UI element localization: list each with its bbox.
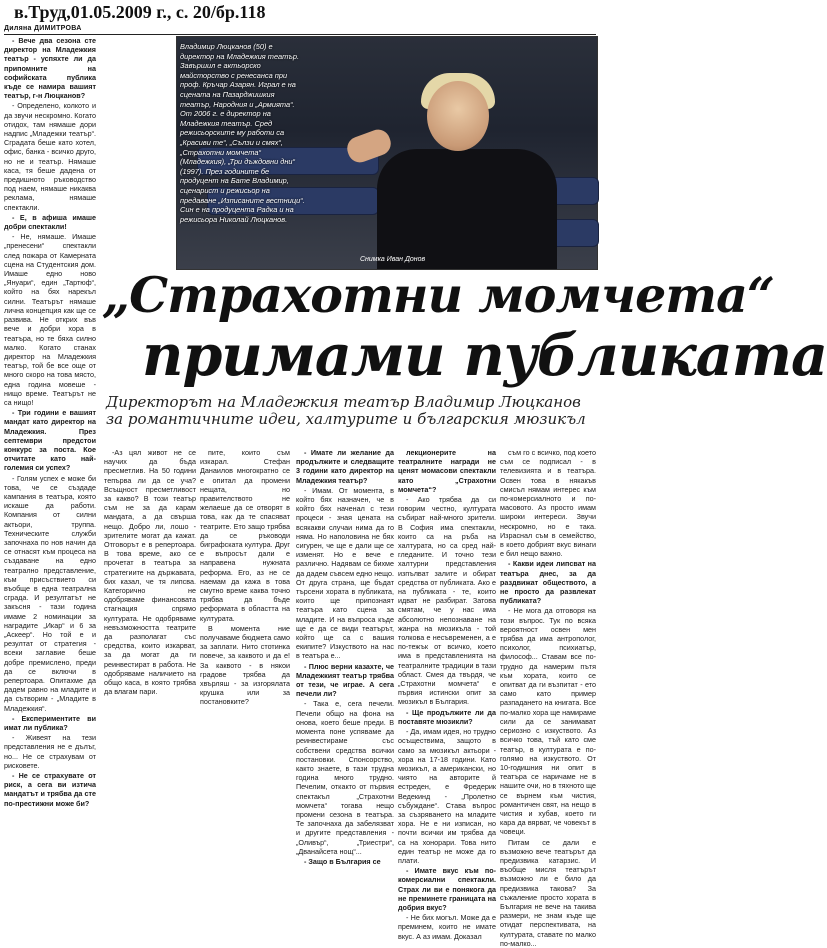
interview-answer: Питам се дали е възможно вече театърът да предизвика катарзис. И въобще мисля театърът възможно ли е било да предизвика такова? За съжаление просто хората в България не вече на такива размери, не знам къде ще отидат перспективата, на културата, ставате по малко по-малко... (500, 837, 596, 948)
interview-answer: - Голям успех е може би това, че се създаде кампания в театъра, която искаше да работи. Компания от силни актьори, труппа. Техническите служби започнаха по нов начин да се отнасят към процеса на създаване на едно театрално представление, към присъствието си въобще в една театрална сграда. И резултатът не закъсня - тази година имаме 2 номинации за наградите „Икар“ и 6 за „Аскеер“. Но той е и резултат от стратегия - всеки заглавие беше добре премислено, преди да се включи в репертоара. Опитахме да дадем равно на младите и да сътворим - „Младите в Младежкия“. (4, 473, 96, 713)
interview-answer: - Живеят на тези представления не е дълъг, но... Не се страхувам от рисковете. (4, 733, 96, 770)
interview-question: - Вече два сезона сте директор на Младежкия театър - успяхте ли да припомните на софийската публика къде се намира вашият театър, г-н Люцканов? (4, 36, 96, 101)
article-column-4 (296, 448, 394, 866)
photo-credit: Снимка Иван Донов (360, 256, 426, 263)
interview-answer: -Аз цял живот не се научих да бъда пресметлив. На 50 години тепърва ли да се уча? Всъщност пресметливост за какво? В този театър съм не за да карам мандата, а да свърша нещо. Добро ли, лошо - зрителите могат да кажат. Отговорът е в репертоара. В това време, ако се прочетат в театъра за стратегиите на държавата, бих казал, че тя липсва. Категорично не одобряваме финансовата стагнация спрямо културата. Не одобряваме невъзможността театрите да разполагат със средства, които изкарват, за да могат да ги реинвестират в работа. Не одобряваме наличието на общо каса, в която трябва да влагам пари. (104, 448, 196, 697)
interview-answer: съм го с всичко, под което съм се подписал - в телевизията и в театъра. Освен това в някакъв смисъл нямам интерес към по-комерсиалното и по-масовото. Аз просто имам широки интереси. Звучи нескромно, но е така. Израснал съм в семейство, в което добрият вкус винаги е бил нещо важно. (500, 448, 596, 559)
interview-question: - Не се страхувате от риск, а сега ви изтича мандатът и трябва да сте по-престижни може би? (4, 771, 96, 808)
subheadline: Директорът на Младежкия театър Владимир Люцканов за романтичните идеи, халтурите и българския мюзикъл (106, 393, 586, 428)
interview-question: - Защо в България се (304, 856, 381, 866)
interview-question: - Ще продължите ли да поставяте мюзикли? (398, 707, 496, 726)
portrait-face (427, 81, 489, 151)
interview-answer: - Имам. От момента, в който бях назначен, че в който бях наченал с тези процеси - зная цената на всякакви случаи нима да го няма. Но наполовина не бях сигурен, че ще е дали ще се изменят. Но е вече е различно. Надявам се бихме да дадем съвсем едно нещо. От друга страна, ще бъдат търсени хората в публиката, които ще припознаят театъра като сцена за младите. И на въпроса къде ще е да се види театърът, който ще са с вашия екипите? Изкуството на нас в театъра е... (296, 485, 394, 661)
header-divider (4, 34, 596, 35)
interview-answer: - Не, нямаше. Имаше „пренесени“ спектакли след пожара от Камерната сцена на Студентския дом. Имаше едно ново „Януари“, един „Тартюф“, който на бях нарекъл силни. Театърът нямаше лична концепция как ще се развива. Не открих във вече и добри хора в театъра, но те бяха силно малко. Когато станах директор на Младежкия театър, той бе все още от много скоро на това място, една година мовеше - нищо време. Театърът не са нищо! (4, 232, 96, 407)
interview-question: - Експериментите ви имат ли публика? (4, 713, 96, 733)
newspaper-source-header: в.Труд,01.05.2009 г., с. 20/бр.118 (14, 2, 266, 22)
interview-answer: В момента ние получаваме бюджета само за заплати. Нито стотинка повече, за каквото и да е! За каквото - в някои градове трябва да хвърляш - за изгорялата крушка или за постановките? (200, 623, 290, 707)
interview-answer: - Не мога да отговоря на този въпрос. Тук по всяка вероятност освен мен трябва да има антрополог, психолог, психиатър, философ... Ставам все по-трудно да намерим пътя към хората, които се опитват да ги възпитат - ето само като пример разпадането на книгата. Все по-малко хора ще намираме сили да се занимават сериозно с изкуството. Аз всичко това, тъй като сме театър, в културата е по-голямо на изкуството. От 10-годишния ни опит в театъра се наричаме не в нашите очи, но в тяхното ще се върнем към чистия, романтичен свят, на нещо в чистия и хубав, което ги кара да вярват, че човекът в човеци. (500, 606, 596, 837)
portrait-body (377, 149, 557, 269)
interview-answer: - Определено, колкото и да звучи нескромно. Когато отидох, там нямаше дори надпис „Младежки театър“. Сградата беше като хотел, офис, банка - всичко друго, но не и театър. Нямаше каса, тя беше дадена от предишното ръководство под наем, нямаше никаква реклама, нямаше спектакли. (4, 101, 96, 212)
article-column-1 (4, 36, 96, 808)
interview-question: лекционерите на театралните награди не ценят момасови спектакли като „Страхотни момчета“? (398, 448, 496, 494)
interview-answer: - Не бих могъл. Може да е преминем, които не иматe вкус. А аз имам. Доказал (398, 913, 496, 941)
article-column-6 (500, 448, 596, 948)
interview-answer: - Така е, сега печели. Печели общо на фона на онова, което беше преди. В момента поне успяваме да реинвестираме със собствени средства всички постановки. Спонсорство, както знаете, в тази труднa година много трудно. Печелим, откакто от първия спектакъл „Страхотни момчета“ тогава нещо промени сезона в театъра. Те започнаха да забелязват и другите представления - „Оливър“, „Триестри“, „Дванайсета нощ“... (296, 699, 394, 856)
interview-answer: - Ако трябва да си говорим честно, културата събират най-много зрители. В София има спектакли, които са на ръба на халтурата, но са сред най-гледаните. И точно тези халтурни представления изпълват залите и обират средства от публиката. Ако е на публиката - те, които идват не разбират. Затова смятам, че у нас има абсолютно непознаване на жанра на мюзикъла - той толкова е несъвременен, а е по-тежък от всичко, което има в представленията на театралните традиции в тази област. Смея да твърдя, че „Страхотни момчета“ е първия истински опит за мюзикъл в България. (398, 495, 496, 707)
interview-question: - Е, в афиша имаше добри спектакли! (4, 212, 96, 232)
article-author: Диляна ДИМИТРОВА (4, 25, 82, 32)
interview-answer: пите, които съм изкарал. Стефан Данаилов многократно се е опитал да промени нещата, но правителството не желаеше да се отворят в това, как да те спасяват театрите. Ето защо трябва да се ръководи биграфската култура. Друг е въпросът дали е направена нужната реформа. Его, аз не се наемам да кажа в това смутно време каква точно трябва да бъде реформата в областта на културата. (200, 448, 290, 623)
interview-question: - Плюс верни казахте, че Младежкият театър трябва от тези, че играе. А сега печели ли? (296, 661, 394, 699)
headline-line-2: примами публиката (142, 322, 827, 389)
headline-line-1: „Страхотни момчета“ (102, 266, 775, 324)
interview-question: - Имате ли желание да продължите и следващите 3 години като директор на Младежкия театър? (296, 448, 394, 485)
article-column-3 (200, 448, 290, 798)
photo-caption: Владимир Люцканов (50) е директор на Младежкия театър. Завършил е актьорско майсторство с ренесанса при проф. Кръчар Азарян. Играл е на сцената на Пазарджишкия театър, Народния и „Армията“. От 2006 г. е директор на Младежкия театър. Сред режисьорските му работи са „Красиви те“, „Сълзи и смях“, „Страхотни момчета“ (Младежкия), „Три дъждовни дни“ (1997). През годините бе продуцент на Бате Владимир, сценарист и режисьор на предаване „Изписаните вестници“. Син е на продуцента Радка и на режисьора Николай Люцканов. (180, 42, 305, 224)
interview-question: - Имате вкус към по-комерсиални спектакли. Страх ли ви е понякога да не преминете границата на добрия вкус? (398, 866, 496, 912)
article-column-5 (398, 448, 496, 941)
portrait-hand (344, 126, 394, 165)
interview-question: - Три години е вашият мандат като директор на Младежкия. През септември предстои конкурс за поста. Кое отчитате като най-големия си успех? (4, 408, 96, 473)
interview-question: - Какви идеи липсват на театъра днес, за да раздвижат обществото, а не просто да развлекат публиката? (500, 559, 596, 606)
interview-answer: - Да, имам идея, но трудно осъществима, защото в само за мюзикъл актьори - хора на 17-18 години. Като мюзикъл, а американски, но чиято на авторите й естреден, е Фредерик Ведекинд - „Пролетно събуждане“. Става въпрос за съзряването на младите хора. Не е ни изписан, но почти всички им трябва да са на хонорари. Това нито един театър не може да го плати. (398, 727, 496, 865)
article-column-2 (104, 448, 196, 798)
